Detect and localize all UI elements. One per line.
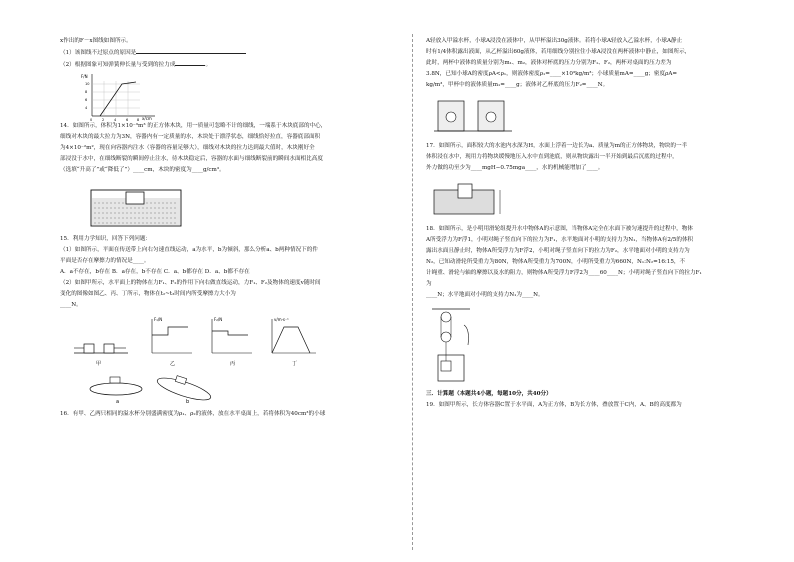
svg-text:v/m·s⁻¹: v/m·s⁻¹ xyxy=(274,317,289,322)
svg-text:丙: 丙 xyxy=(230,361,236,367)
question-17: 17．如图所示，面积较大的水池内水深为H，水面上浮着一边长为a、质量为m的正方体物块，物块的一半 体积浸在水中，现用力将物块缓慢地压入水中直到池底，则从物块露出一半开始到最后沉底的过程中， 外力做的功至少为____mgH−0.75mga____，水的机械能增加了____。 xyxy=(426,143,688,171)
section-3-title: 三．计算题（本题共4小题，每题10分，共40分） xyxy=(426,391,552,397)
force-time-figures xyxy=(70,313,330,371)
overflow-cups-figure xyxy=(434,95,514,137)
q13-part2: （2）根据图象可知弹簧伸长量与受到的拉力成 。 xyxy=(60,59,415,71)
svg-text:乙: 乙 xyxy=(170,361,176,367)
question-14: 14．如图所示，体积为1×10⁻³m³ 的正方体木块，用一质量可忽略不计的细线，一端系于木块底部的中心， 细线对木块的最大拉力为3N，容器内有一定质量的水，木块处于漂浮状态，细线恰好拉直，容器底部面积 为4×10⁻²m²，现在向容器内注水（容器的容量足够大），细线对木块的拉力达到最大值时，木块刚好全 部浸没于水中，在细线断裂的瞬间停止注水，待木块稳定后，容器的水面与细线断裂前的瞬间水面相比高度 （选填“升高了”或“降低了”）____cm，木块的密度为____g/cm³。 xyxy=(60,123,327,173)
conveyor-belt-figures xyxy=(86,371,226,405)
graph-xlabel: x/cm xyxy=(142,116,152,121)
pulley-figure xyxy=(430,305,490,385)
svg-text:甲: 甲 xyxy=(96,361,102,367)
svg-text:b: b xyxy=(186,399,190,405)
question-18: 18．如图所示，是小明用滑轮组提升水中物体A的示意图，当物体A完全在水面下被匀速提升的过程中，物体 A所受浮力为F浮1，小明对绳子竖直向下的拉力为F₁，水平地面对小明的支持力为N₁，当物体A有2/5的体积 露出水面且静止时，物体A所受浮力为F浮2，小明对绳子竖直向下的拉力为F₂，水平地面对小明的支持力为 N₂，已知动滑轮所受重力为80N，物体A所受重力为700N，小明所受重力为660N，N₁:N₂=16:15，不 计绳重、滑轮与轴的摩擦以及水的阻力，则物体A所受浮力F浮2为____60____N；小明对绳子竖直向下的拉力F₁ 为 ____N；水平地面对小明的支持力N₁为____N。 xyxy=(426,226,702,298)
svg-text:4: 4 xyxy=(114,118,117,121)
svg-text:F₁/N: F₁/N xyxy=(154,317,163,322)
right-column xyxy=(426,36,781,411)
svg-text:0: 0 xyxy=(90,118,93,121)
svg-text:4: 4 xyxy=(85,106,88,110)
graph-ylabel: F/N xyxy=(81,74,88,79)
question-16-start: 16．有甲、乙两只相同的溢水杯分别盛满密度为ρ₁、ρ₂的液体，放在水平桌面上，若将体积为40cm³的小球 xyxy=(60,411,326,417)
svg-text:丁: 丁 xyxy=(292,361,298,367)
intro-line: x作出的F－x图线如图所示。 xyxy=(60,38,132,44)
svg-text:F₂/N: F₂/N xyxy=(214,317,223,322)
svg-text:6: 6 xyxy=(85,98,88,102)
svg-text:6: 6 xyxy=(126,118,129,121)
force-extension-graph xyxy=(80,71,160,121)
svg-text:8: 8 xyxy=(85,90,88,94)
question-15-options: A．a不存在，b存在 B．a存在，b不存在 C．a、b都存在 D．a、b都不存在 xyxy=(60,269,250,275)
question-15-heading: 15．利用力学知识，回答下列问题： xyxy=(60,236,152,242)
svg-text:8: 8 xyxy=(137,118,140,121)
water-container-figure xyxy=(88,180,188,228)
question-19-start: 19．如图甲所示，长方体容器C置于水平面，A为正方体，B为长方体，叠放置于C内，A、B的高度都为 xyxy=(426,402,682,408)
left-column: x作出的F－x图线如图所示。 （1）该图线不过原点的原因是 （2）根据图象可知弹簧伸长量与受到的拉力成 。 F/N x/cm 10 8 6 4 0 2 4 6 8 14．如图所示，体积为1×10⁻³m³ 的正方体木块，用一质量可忽略不计的细线，一端系于木块底部的中心， 细线对木块的最大拉力为3N，容器内有一定质量的水，木块处于漂浮状态，细线恰好拉直，容器底部面积 为4×10⁻²m²，现在向容器内注水（容器的容量足够大），细线对木块的拉力达到最大值时，木块刚好全 部浸没于水中，在细线断裂的瞬间停止注水，待木块稳定后，容器的水面与细线断裂前的瞬间水面相比高度 （选填“升高了”或“降低了”）____cm，木块的密度为____g/cm³。 15．利用力学知识，回答下列问题： （1）如图所示，平面在传送带上向右匀速直线运动，a为水平，b为倾斜，那么分析a、b两种情况下的件 平面是否存在摩擦力的情况是____。 A．a不存在，b存在 B．a存在，b不存在 C．a、b都存在 D．a、b都不存在 （2）如图甲所示，水平面上的物体在力F₁、F₂的作用下向右做直线运动，力F₁、F₂及物体的速度v随时间 变化的图像如图乙、丙、丁所示，物体在t₂~t₃时间内所受摩擦力大小为 ____N。 甲 F₁/N 乙 F₂/N 丙 v/m·s⁻¹ 丁 a b 16．有甲、乙两只相同的溢水杯分别盛满密度为ρ₁、ρ₂的液体，放在水平桌面上，若将体积为40cm³的小球 xyxy=(60,36,415,420)
svg-text:10: 10 xyxy=(85,82,90,86)
svg-text:a: a xyxy=(116,399,120,405)
q13-part1: （1）该图线不过原点的原因是 xyxy=(60,47,415,59)
question-16-continued: A轻放入甲溢水杯，小球A浸没在液体中，从甲杯溢出30g液体。若将小球A轻放入乙溢水杯，小球A静止 时有1/4体积露出液面，从乙杯溢出60g液体，若用细线分别拉住小球A浸没在两杯液体中静止，如图所示， 此时，两杯中液体的质量分别为m₁、m₂，液体对杯底的压力分别为F₁、F₂，两杯对桌面的压力差为 3.8N，已知小球A的密度ρA<ρ₁，则液体密度ρ₁=____×10³kg/m³；小球质量mA=____g；密度ρA= kg/m³，甲杯中的液体质量m₁=____g；液体对乙杯底的压力F₂=____N。 xyxy=(426,38,691,88)
pool-figure xyxy=(432,178,512,218)
svg-text:2: 2 xyxy=(102,118,105,121)
